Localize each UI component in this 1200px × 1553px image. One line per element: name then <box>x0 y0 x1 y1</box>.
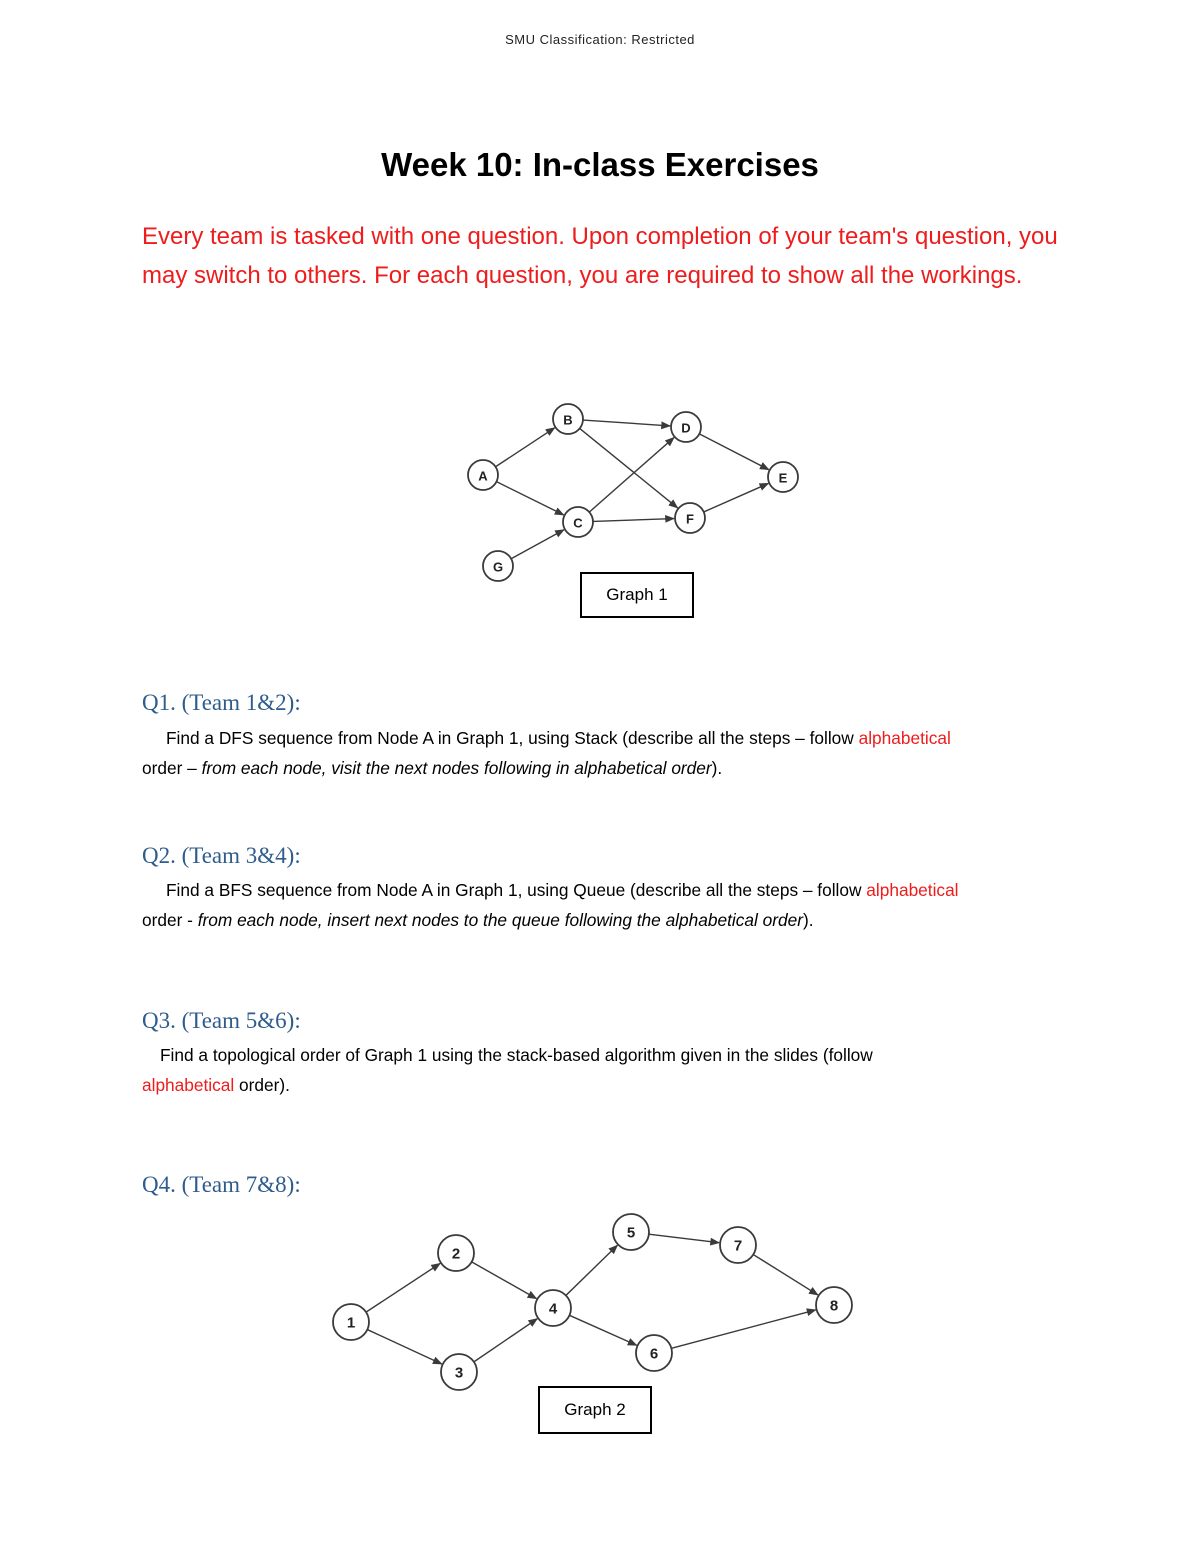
node-8 <box>816 1287 852 1323</box>
q3-text-2: order). <box>234 1075 290 1095</box>
q3-text-1: Find a topological order of Graph 1 using the stack-based algorithm given in the slides (follow <box>160 1045 873 1065</box>
q3-red-word: alphabetical <box>142 1075 235 1095</box>
node-label-D: D <box>681 420 691 436</box>
edge-4-to-5 <box>566 1245 617 1295</box>
q1-body <box>142 723 1077 783</box>
edge-3-to-4 <box>474 1319 537 1362</box>
edge-B-to-F <box>580 428 678 507</box>
node-label-6: 6 <box>649 1345 659 1363</box>
node-label-3: 3 <box>454 1364 464 1382</box>
q1-text-3: ). <box>711 758 723 778</box>
edge-F-to-E <box>704 483 769 511</box>
q1-heading: Q1. (Team 1&2): <box>142 690 301 715</box>
edge-6-to-8 <box>671 1310 815 1348</box>
graph-2-diagram <box>320 1205 870 1405</box>
node-C <box>563 507 593 537</box>
edge-G-to-C <box>511 530 564 559</box>
graph-2-label: Graph 2 <box>538 1386 652 1434</box>
q2-text-2: order - <box>142 910 198 930</box>
node-4 <box>535 1290 571 1326</box>
edge-1-to-3 <box>367 1330 441 1364</box>
edge-C-to-F <box>593 519 674 522</box>
edge-B-to-D <box>583 420 670 426</box>
node-label-5: 5 <box>626 1224 636 1242</box>
intro-instructions: Every team is tasked with one question. Upon completion of your team's question, you may switch to others. For each question, you are required to show all the workings. <box>142 223 1058 289</box>
node-G <box>483 551 513 581</box>
node-label-A: A <box>478 468 488 484</box>
edge-D-to-E <box>699 434 768 470</box>
node-B <box>553 404 583 434</box>
edge-1-to-2 <box>366 1263 440 1312</box>
q1-italic: from each node, visit the next nodes following in alphabetical order <box>201 758 712 778</box>
edge-A-to-B <box>496 428 555 467</box>
q2-text-3: ). <box>802 910 814 930</box>
node-D <box>671 412 701 442</box>
node-2 <box>438 1235 474 1271</box>
node-1 <box>333 1304 369 1340</box>
q2-italic: from each node, insert next nodes to the queue following the alphabetical order <box>197 910 803 930</box>
edge-C-to-D <box>589 438 674 513</box>
node-3 <box>441 1354 477 1390</box>
node-label-B: B <box>563 412 573 428</box>
q2-text-1: Find a BFS sequence from Node A in Graph 1, using Queue (describe all the steps – follow <box>166 880 867 900</box>
node-label-C: C <box>573 515 583 531</box>
page-title: Week 10: In-class Exercises <box>381 146 819 183</box>
q1-text-2: order – <box>142 758 202 778</box>
graph-1-label: Graph 1 <box>580 572 694 618</box>
classification-header: SMU Classification: Restricted <box>505 32 695 47</box>
node-5 <box>613 1214 649 1250</box>
node-A <box>468 460 498 490</box>
node-7 <box>720 1227 756 1263</box>
node-label-1: 1 <box>346 1314 356 1332</box>
q3-heading: Q3. (Team 5&6): <box>142 1008 301 1033</box>
graph-1-diagram <box>440 390 820 590</box>
node-6 <box>636 1335 672 1371</box>
node-label-E: E <box>778 470 788 486</box>
node-label-4: 4 <box>548 1300 558 1318</box>
node-E <box>768 462 798 492</box>
edge-7-to-8 <box>753 1255 818 1295</box>
q2-body <box>142 875 1077 935</box>
q3-body <box>142 1040 1077 1100</box>
q2-red-word: alphabetical <box>866 880 959 900</box>
edge-A-to-C <box>496 482 563 515</box>
q2-heading: Q2. (Team 3&4): <box>142 843 301 868</box>
node-label-2: 2 <box>451 1245 461 1263</box>
node-F <box>675 503 705 533</box>
edge-2-to-4 <box>472 1262 537 1299</box>
node-label-8: 8 <box>829 1297 839 1315</box>
node-label-7: 7 <box>733 1237 743 1255</box>
edge-4-to-6 <box>569 1315 636 1345</box>
edge-5-to-7 <box>649 1234 719 1243</box>
node-label-F: F <box>686 511 694 527</box>
q4-heading: Q4. (Team 7&8): <box>142 1172 301 1197</box>
node-label-G: G <box>492 559 504 575</box>
q1-text-1: Find a DFS sequence from Node A in Graph 1, using Stack (describe all the steps – follow <box>166 728 859 748</box>
q1-red-word: alphabetical <box>858 728 951 748</box>
